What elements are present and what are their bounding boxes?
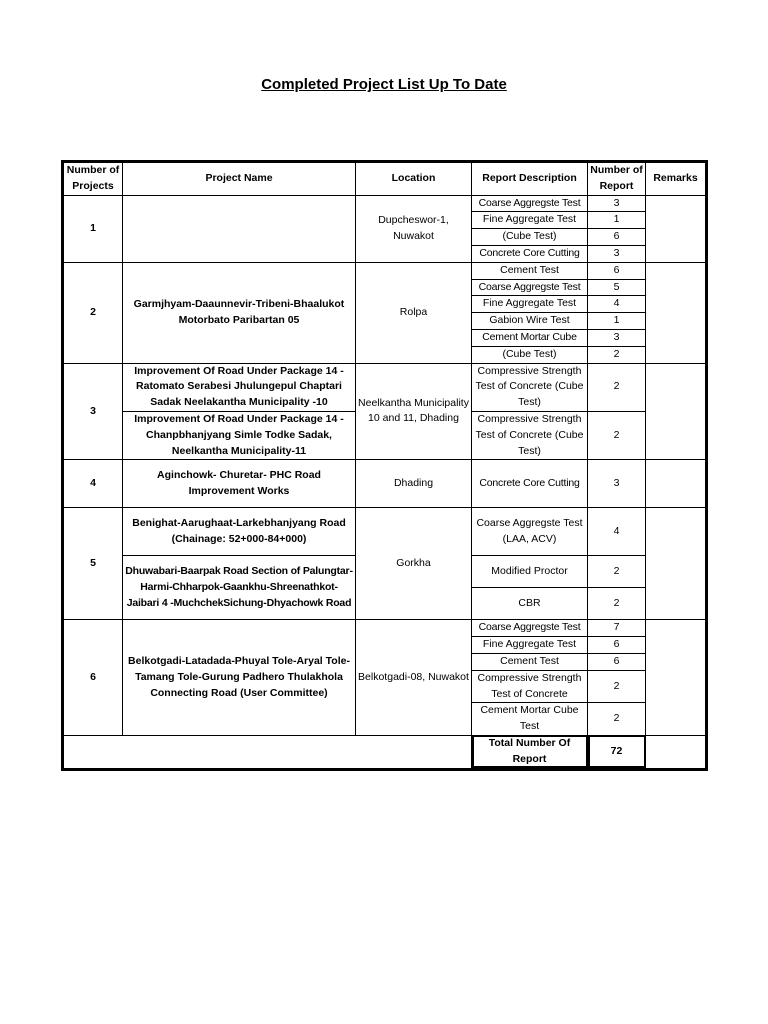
report-description: Concrete Core Cutting: [472, 245, 588, 262]
project-location: Dupcheswor-1, Nuwakot: [356, 195, 472, 262]
report-description: Gabion Wire Test: [472, 313, 588, 330]
table-header-row: [64, 163, 706, 196]
header-number-of-projects: Number of Projects: [64, 163, 123, 196]
header-number-of-report: Number of Report: [588, 163, 646, 196]
header-report-description: Report Description: [472, 163, 588, 196]
project-location: Belkotgadi-08, Nuwakot: [356, 620, 472, 736]
project-name: Belkotgadi-Latadada-Phuyal Tole-Aryal Tole-Tamang Tole-Gurung Padhero Thulakhola Connecting Road (User Committee): [123, 620, 356, 736]
report-count: 2: [588, 411, 646, 459]
report-count: 3: [588, 245, 646, 262]
page-title: Completed Project List Up To Date: [261, 76, 507, 93]
report-description: Cement Mortar Cube: [472, 329, 588, 346]
remarks-cell: [646, 620, 706, 736]
report-count: 2: [588, 670, 646, 703]
total-label: Total Number Of Report: [472, 735, 588, 768]
project-name: Garmjhyam-Daaunnevir-Tribeni-Bhaalukot Motorbato Paribartan 05: [123, 262, 356, 363]
total-value: 72: [588, 735, 646, 768]
table-row: [64, 262, 706, 279]
report-count: 4: [588, 296, 646, 313]
table-row: [64, 508, 706, 556]
header-project-name: Project Name: [123, 163, 356, 196]
report-count: 6: [588, 262, 646, 279]
remarks-cell: [646, 262, 706, 363]
report-count: 6: [588, 637, 646, 654]
report-count: 4: [588, 508, 646, 556]
project-number: 2: [64, 262, 123, 363]
report-description: Coarse Aggregste Test: [472, 620, 588, 637]
report-description: CBR: [472, 588, 588, 620]
project-location: Gorkha: [356, 508, 472, 620]
remarks-cell: [646, 508, 706, 620]
report-description: Coarse Aggregste Test: [472, 279, 588, 296]
project-name: Benighat-Aarughaat-Larkebhanjyang Road (Chainage: 52+000-84+000): [123, 508, 356, 556]
report-count: 2: [588, 588, 646, 620]
project-location: Neelkantha Municipality 10 and 11, Dhading: [356, 363, 472, 460]
report-count: 3: [588, 195, 646, 212]
report-description: Coarse Aggregste Test (LAA, ACV): [472, 508, 588, 556]
report-count: 3: [588, 460, 646, 508]
report-count: 2: [588, 703, 646, 736]
table-row: [64, 363, 706, 411]
report-count: 1: [588, 212, 646, 229]
report-description: Compressive Strength Test of Concrete: [472, 670, 588, 703]
report-description: (Cube Test): [472, 346, 588, 363]
report-count: 6: [588, 653, 646, 670]
report-description: Cement Test: [472, 262, 588, 279]
total-blank-cell: [64, 735, 472, 768]
report-description: Cement Test: [472, 653, 588, 670]
project-number: 3: [64, 363, 123, 460]
project-number: 6: [64, 620, 123, 736]
report-description: Fine Aggregate Test: [472, 637, 588, 654]
remarks-cell: [646, 363, 706, 460]
report-description: (Cube Test): [472, 229, 588, 246]
report-count: 3: [588, 329, 646, 346]
report-count: 6: [588, 229, 646, 246]
project-name: Improvement Of Road Under Package 14 - Ratomato Serabesi Jhulungepul Chaptari Sadak Neelakantha Municipality -10: [123, 363, 356, 411]
report-description: Cement Mortar Cube Test: [472, 703, 588, 736]
report-count: 2: [588, 556, 646, 588]
project-name: Improvement Of Road Under Package 14 - Chanpbhanjyang Simle Todke Sadak, Neelkantha Municipality-11: [123, 411, 356, 459]
project-number: 4: [64, 460, 123, 508]
remarks-cell: [646, 460, 706, 508]
report-count: 1: [588, 313, 646, 330]
table-row: [64, 195, 706, 212]
report-description: Compressive Strength Test of Concrete (Cube Test): [472, 363, 588, 411]
header-remarks: Remarks: [646, 163, 706, 196]
report-description: Modified Proctor: [472, 556, 588, 588]
project-location: Rolpa: [356, 262, 472, 363]
report-count: 2: [588, 363, 646, 411]
report-description: Fine Aggregate Test: [472, 212, 588, 229]
table-row: [64, 460, 706, 508]
project-number: 1: [64, 195, 123, 262]
report-count: 7: [588, 620, 646, 637]
project-location: Dhading: [356, 460, 472, 508]
report-count: 5: [588, 279, 646, 296]
project-name: Aginchowk- Churetar- PHC Road Improvement Works: [123, 460, 356, 508]
report-description: Concrete Core Cutting: [472, 460, 588, 508]
project-report-table: [63, 162, 706, 769]
project-number: 5: [64, 508, 123, 620]
remarks-cell: [646, 735, 706, 768]
project-name: Dhuwabari-Baarpak Road Section of Palungtar-Harmi-Chharpok-Gaankhu-Shreenathkot-Jaibari 4 -MuchchekSichung-Dhyachowk Road: [123, 556, 356, 620]
project-name: [123, 195, 356, 262]
report-count: 2: [588, 346, 646, 363]
total-row: [64, 735, 706, 768]
header-location: Location: [356, 163, 472, 196]
report-description: Fine Aggregate Test: [472, 296, 588, 313]
report-description: Compressive Strength Test of Concrete (Cube Test): [472, 411, 588, 459]
remarks-cell: [646, 195, 706, 262]
table-row: [64, 620, 706, 637]
report-description: Coarse Aggregste Test: [472, 195, 588, 212]
